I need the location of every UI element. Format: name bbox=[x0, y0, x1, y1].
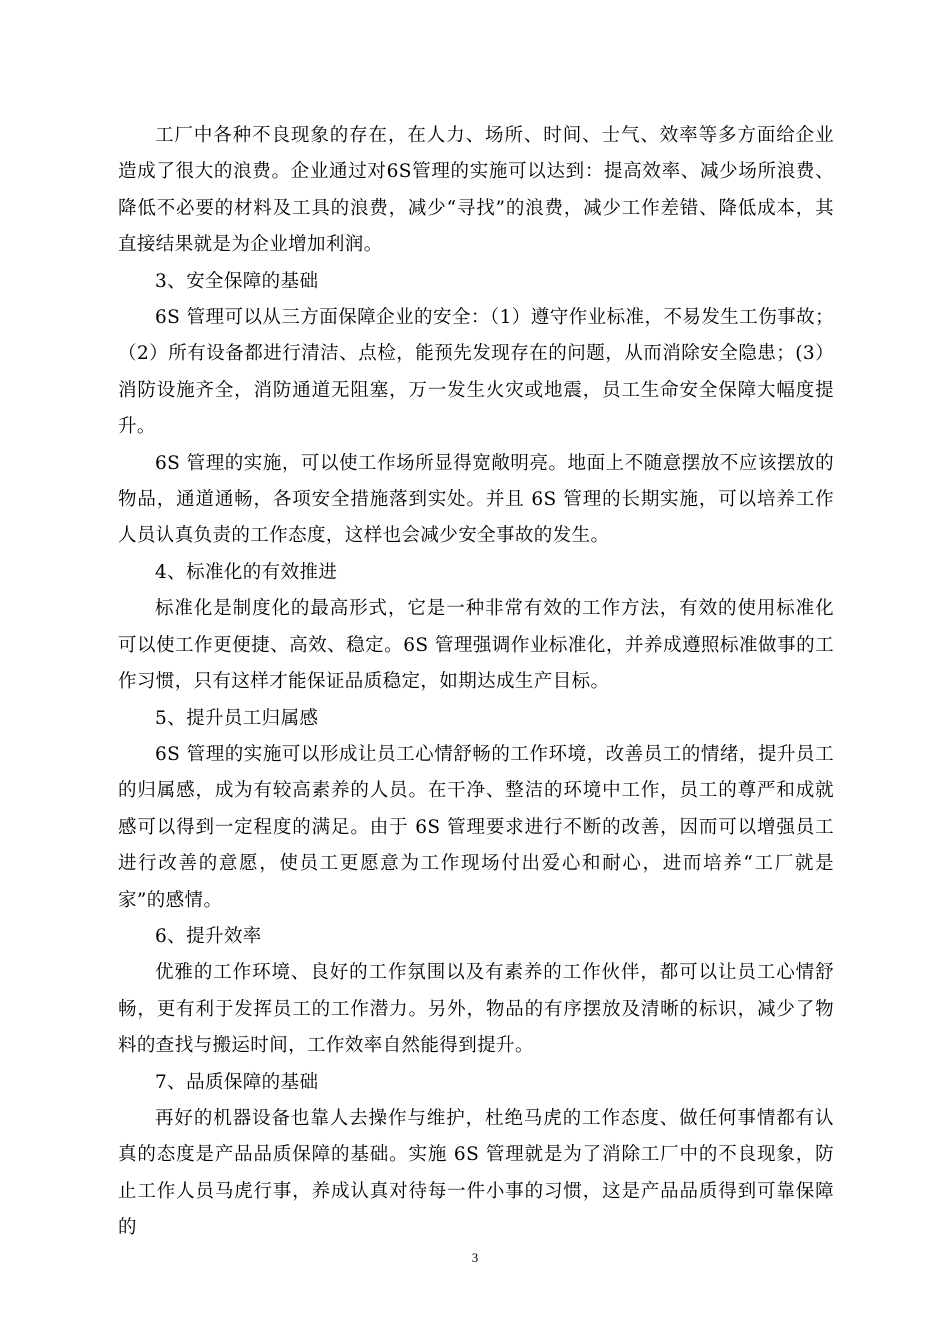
paragraph-belonging: 6S 管理的实施可以形成让员工心情舒畅的工作环境，改善员工的情绪，提升员工的归属感，成为有较高素养的人员。在干净、整洁的环境中工作，员工的尊严和成就感可以得到一定程度的满足。由于 6S 管理要求进行不断的改善，因而可以增强员工进行改善的意愿，使员工更愿意为工作现场付出爱心和耐心，进而培养“工厂就是家”的感情。 bbox=[118, 743, 834, 911]
paragraph-waste-reduction: 工厂中各种不良现象的存在，在人力、场所、时间、士气、效率等多方面给企业造成了很大的浪费。企业通过对6S管理的实施可以达到：提高效率、减少场所浪费、降低不必要的材料及工具的浪费，减少“寻找”的浪费，减少工作差错、降低成本，其直接结果就是为企业增加利润。 bbox=[118, 125, 834, 256]
heading-efficiency: 6、提升效率 bbox=[155, 925, 262, 947]
heading-belonging: 5、提升员工归属感 bbox=[155, 707, 319, 729]
page-number: 3 bbox=[471, 1250, 479, 1265]
heading-safety-foundation: 3、安全保障的基础 bbox=[155, 270, 319, 292]
paragraph-safety-workplace: 6S 管理的实施，可以使工作场所显得宽敞明亮。地面上不随意摆放不应该摆放的物品，通道通畅，各项安全措施落到实处。并且 6S 管理的长期实施，可以培养工作人员认真负责的工作态度，这样也会减少安全事故的发生。 bbox=[118, 452, 834, 547]
document-body bbox=[118, 118, 834, 1247]
paragraph-safety-three-aspects: 6S 管理可以从三方面保障企业的安全：（1）遵守作业标准，不易发生工伤事故；（2）所有设备都进行清洁、点检，能预先发现存在的问题，从而消除安全隐患；(3）消防设施齐全，消防通道无阻塞，万一发生火灾或地震，员工生命安全保障大幅度提升。 bbox=[118, 307, 834, 438]
heading-quality-foundation: 7、品质保障的基础 bbox=[155, 1071, 319, 1093]
heading-standardization: 4、标准化的有效推进 bbox=[155, 561, 338, 583]
paragraph-standardization: 标准化是制度化的最高形式，它是一种非常有效的工作方法，有效的使用标准化可以使工作更便捷、高效、稳定。6S 管理强调作业标准化，并养成遵照标准做事的工作习惯，只有这样才能保证品质稳定，如期达成生产目标。 bbox=[118, 598, 834, 693]
paragraph-quality-foundation: 再好的机器设备也靠人去操作与维护，杜绝马虎的工作态度、做任何事情都有认真的态度是产品品质保障的基础。实施 6S 管理就是为了消除工厂中的不良现象，防止工作人员马虎行事，养成认真对待每一件小事的习惯，这是产品品质得到可靠保障的 bbox=[118, 1107, 834, 1239]
paragraph-efficiency: 优雅的工作环境、良好的工作氛围以及有素养的工作伙伴，都可以让员工心情舒畅，更有利于发挥员工的工作潜力。另外，物品的有序摆放及清晰的标识，减少了物料的查找与搬运时间，工作效率自然能得到提升。 bbox=[118, 962, 834, 1057]
